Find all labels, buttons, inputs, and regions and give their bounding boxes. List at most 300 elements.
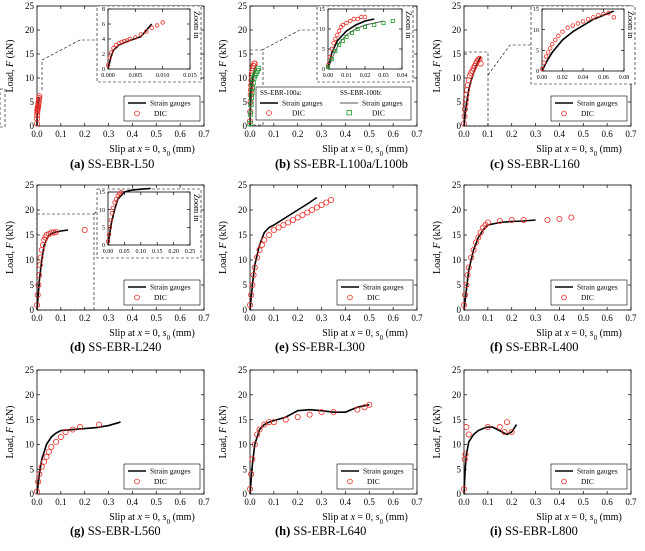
x-tick-label: 0.4 bbox=[126, 313, 139, 323]
x-tick-label: 0.1 bbox=[482, 129, 494, 139]
x-axis-label-part: s bbox=[162, 328, 167, 339]
y-tick-label: 15 bbox=[452, 49, 461, 60]
x-tick-label: 0.5 bbox=[150, 497, 162, 507]
x-tick-label: 0.20 bbox=[168, 249, 179, 255]
y-tick-label: 0 bbox=[29, 305, 34, 316]
panel-caption-text: SS-EBR-L240 bbox=[85, 340, 162, 354]
y-axis-label-part: (kN) bbox=[432, 405, 443, 427]
x-tick-label: 0.2 bbox=[292, 313, 304, 323]
x-tick-label: 0.0 bbox=[458, 497, 470, 507]
y-tick-label: 20 bbox=[25, 389, 34, 400]
x-tick-label: 0.2 bbox=[292, 129, 304, 139]
y-tick-label: 15 bbox=[25, 414, 34, 425]
x-axis-label-part: = 0, bbox=[142, 512, 163, 523]
y-tick-label: 20 bbox=[452, 25, 461, 36]
y-tick-label: 25 bbox=[238, 365, 247, 376]
panel-caption bbox=[490, 340, 579, 355]
y-tick-label: 15 bbox=[238, 49, 247, 60]
y-axis-label-part: F bbox=[5, 426, 16, 433]
y-tick-label: 10 bbox=[238, 73, 247, 84]
x-axis-label-part: x bbox=[350, 144, 356, 155]
x-axis-label-part: = 0, bbox=[569, 144, 590, 155]
x-tick-label: 0.10 bbox=[135, 249, 147, 255]
x-tick-label: 0.00 bbox=[102, 249, 114, 255]
x-axis-label-part: x bbox=[350, 512, 356, 523]
y-tick-label: 15 bbox=[238, 414, 247, 425]
legend-title: SS-EBR-100b: bbox=[340, 89, 383, 97]
legend-label: Strain gauges bbox=[577, 282, 618, 292]
x-tick-label: 0.1 bbox=[482, 313, 494, 323]
x-axis-label-part: (mm) bbox=[170, 144, 195, 155]
x-axis-label-part: = 0, bbox=[569, 328, 590, 339]
x-tick-label: 0.1 bbox=[55, 129, 67, 139]
x-axis-label-part: s bbox=[589, 328, 594, 339]
x-tick-label: 0.015 bbox=[183, 73, 197, 79]
x-tick-label: 0.15 bbox=[151, 249, 163, 255]
panel-caption-text: SS-EBR-L640 bbox=[290, 524, 367, 538]
x-axis-label-part: (mm) bbox=[383, 144, 408, 155]
y-tick-label: 10 bbox=[452, 73, 461, 84]
x-axis-label-part: x bbox=[564, 144, 570, 155]
legend-label: Strain gauges bbox=[150, 98, 191, 108]
y-tick-label: 5 bbox=[456, 464, 461, 475]
x-tick-label: 0.4 bbox=[339, 313, 352, 323]
panel-caption-letter: (g) bbox=[70, 524, 85, 538]
y-tick-label: 0 bbox=[29, 121, 34, 132]
legend-label: Strain gauges bbox=[363, 282, 404, 292]
x-axis-label-part: 0 bbox=[593, 334, 598, 342]
y-tick-label: 10 bbox=[238, 439, 247, 450]
x-tick-label: 0.0 bbox=[458, 313, 470, 323]
x-tick-label: 0.5 bbox=[577, 497, 589, 507]
x-axis-label-part: x bbox=[350, 328, 356, 339]
y-axis-label bbox=[218, 221, 229, 274]
y-axis-label-part: (kN) bbox=[432, 220, 443, 243]
x-axis-label-part: Slip at bbox=[322, 144, 351, 155]
y-tick-label: 5 bbox=[536, 48, 539, 55]
panel-caption-text: SS-EBR-L800 bbox=[501, 524, 578, 538]
y-tick-label: 10 bbox=[452, 439, 461, 450]
x-tick-label: 0.7 bbox=[625, 129, 637, 139]
y-tick-label: 0 bbox=[242, 305, 247, 316]
x-tick-label: 0.2 bbox=[79, 497, 91, 507]
x-tick-label: 0.2 bbox=[506, 313, 518, 323]
x-tick-label: 0.7 bbox=[198, 497, 210, 507]
x-axis-label-part: = 0, bbox=[355, 512, 376, 523]
x-axis-label-part: 0 bbox=[379, 150, 384, 158]
x-tick-label: 0.5 bbox=[577, 129, 589, 139]
x-tick-label: 0.6 bbox=[387, 129, 399, 139]
legend-label: DIC bbox=[154, 293, 167, 302]
y-tick-label: 10 bbox=[25, 73, 34, 84]
panel-caption bbox=[490, 524, 578, 539]
y-tick-label: 10 bbox=[319, 27, 325, 34]
y-tick-label: 15 bbox=[238, 230, 247, 241]
y-axis-label-part: F bbox=[432, 426, 443, 433]
legend-label: DIC bbox=[581, 477, 594, 486]
x-tick-label: 0.4 bbox=[339, 497, 352, 507]
x-axis-label-part: 0 bbox=[166, 150, 171, 158]
y-axis-label-part: Load, bbox=[218, 248, 229, 275]
x-tick-label: 0.00 bbox=[322, 73, 334, 79]
x-axis-label-part: 0 bbox=[166, 518, 171, 526]
x-axis-label-part: (mm) bbox=[170, 328, 195, 339]
x-tick-label: 0.0 bbox=[244, 129, 256, 139]
y-tick-label: 0 bbox=[322, 67, 325, 74]
y-tick-label: 20 bbox=[452, 205, 461, 216]
x-tick-label: 0.5 bbox=[150, 313, 162, 323]
y-tick-label: 5 bbox=[456, 280, 461, 291]
x-tick-label: 0.02 bbox=[557, 75, 568, 81]
y-axis-label bbox=[218, 405, 229, 458]
panel-caption-text: SS-EBR-L560 bbox=[84, 524, 161, 538]
y-tick-label: 15 bbox=[25, 230, 34, 241]
y-axis-label bbox=[432, 39, 443, 92]
panel-caption-text: SS-EBR-L300 bbox=[288, 340, 365, 354]
y-tick-label: 25 bbox=[238, 1, 247, 12]
panel-b bbox=[218, 1, 423, 158]
y-tick-label: 20 bbox=[238, 25, 247, 36]
y-tick-label: 10 bbox=[25, 255, 34, 266]
legend-label: Strain gauges bbox=[577, 466, 618, 476]
y-tick-label: 6 bbox=[102, 22, 105, 29]
y-axis-label bbox=[432, 221, 443, 274]
y-tick-label: 0 bbox=[456, 121, 461, 132]
x-axis-label-part: x bbox=[137, 144, 143, 155]
x-axis-label-part: Slip at bbox=[109, 328, 138, 339]
y-axis-label-part: Load, bbox=[218, 66, 229, 93]
legend-label: DIC bbox=[154, 477, 167, 486]
panel-caption bbox=[490, 157, 580, 172]
x-tick-label: 0.03 bbox=[378, 73, 389, 79]
x-tick-label: 0.0 bbox=[31, 313, 43, 323]
legend-label: Strain gauges bbox=[282, 98, 323, 108]
x-tick-label: 0.3 bbox=[315, 129, 328, 139]
y-axis-label-part: F bbox=[218, 60, 229, 67]
y-axis-label-part: (kN) bbox=[218, 220, 229, 243]
y-tick-label: 0 bbox=[102, 243, 105, 250]
x-axis-label-part: x bbox=[564, 512, 570, 523]
y-tick-label: 15 bbox=[533, 7, 539, 14]
y-tick-label: 8 bbox=[102, 7, 105, 14]
x-tick-label: 0.7 bbox=[411, 497, 423, 507]
x-tick-label: 0.3 bbox=[529, 497, 542, 507]
x-tick-label: 0.3 bbox=[315, 313, 328, 323]
panel-caption-letter: (f) bbox=[490, 340, 503, 354]
x-axis-label-part: Slip at bbox=[109, 144, 138, 155]
x-axis-label-part: (mm) bbox=[597, 512, 622, 523]
legend-label: DIC bbox=[372, 108, 385, 118]
y-axis-label-part: (kN) bbox=[5, 405, 16, 427]
panel-caption-letter: (d) bbox=[70, 340, 86, 354]
x-tick-label: 0.3 bbox=[102, 313, 115, 323]
x-tick-label: 0.04 bbox=[577, 75, 589, 81]
x-tick-label: 0.0 bbox=[31, 497, 43, 507]
x-tick-label: 0.000 bbox=[101, 73, 115, 79]
x-tick-label: 0.3 bbox=[315, 497, 328, 507]
x-tick-label: 0.4 bbox=[553, 129, 566, 139]
x-tick-label: 0.0 bbox=[244, 497, 256, 507]
x-tick-label: 0.3 bbox=[102, 497, 115, 507]
x-tick-label: 0.6 bbox=[601, 313, 613, 323]
y-tick-label: 5 bbox=[242, 97, 247, 108]
plot-frame bbox=[108, 192, 190, 245]
zoom-region-box bbox=[0, 89, 5, 127]
y-tick-label: 10 bbox=[452, 255, 461, 266]
panel-caption bbox=[70, 524, 161, 539]
x-tick-label: 0.7 bbox=[411, 313, 423, 323]
panel-caption-text: SS-EBR-L400 bbox=[502, 340, 579, 354]
y-tick-label: 15 bbox=[319, 7, 325, 14]
y-tick-label: 2 bbox=[102, 52, 105, 59]
x-tick-label: 0.1 bbox=[268, 497, 280, 507]
y-tick-label: 0 bbox=[102, 67, 105, 74]
x-tick-label: 0.2 bbox=[79, 129, 91, 139]
x-axis-label-part: = 0, bbox=[569, 512, 590, 523]
x-axis-label-part: s bbox=[375, 144, 380, 155]
y-axis-label-part: Load, bbox=[218, 432, 229, 459]
x-axis-label-part: s bbox=[162, 144, 167, 155]
plot-frame bbox=[542, 9, 624, 71]
x-tick-label: 0.6 bbox=[387, 313, 399, 323]
x-tick-label: 0.1 bbox=[268, 313, 280, 323]
legend-label: Strain gauges bbox=[577, 98, 618, 108]
y-tick-label: 25 bbox=[25, 180, 34, 191]
y-axis-label-part: Load, bbox=[5, 66, 16, 93]
legend-label: Strain gauges bbox=[150, 282, 191, 292]
panel-caption-letter: (i) bbox=[490, 524, 502, 538]
x-tick-label: 0.3 bbox=[102, 129, 115, 139]
x-tick-label: 0.5 bbox=[577, 313, 589, 323]
legend-label: DIC bbox=[154, 109, 167, 118]
y-axis-label-part: Load, bbox=[5, 432, 16, 459]
x-axis-label-part: x bbox=[137, 328, 143, 339]
x-axis-label-part: 0 bbox=[379, 518, 384, 526]
x-tick-label: 0.01 bbox=[341, 73, 352, 79]
x-tick-label: 0.5 bbox=[150, 129, 162, 139]
x-axis-label-part: Slip at bbox=[536, 328, 565, 339]
y-tick-label: 0 bbox=[242, 489, 247, 500]
x-tick-label: 0.2 bbox=[292, 497, 304, 507]
y-tick-label: 20 bbox=[238, 389, 247, 400]
panel-d bbox=[5, 180, 210, 342]
zoom-in-label: Zoom in bbox=[626, 11, 635, 39]
y-axis-label bbox=[432, 405, 443, 458]
y-axis-label bbox=[5, 405, 16, 458]
panel-caption-text: SS-EBR-L100a/L100b bbox=[290, 157, 408, 171]
x-tick-label: 0.4 bbox=[126, 129, 139, 139]
x-axis-label-part: (mm) bbox=[383, 512, 408, 523]
x-tick-label: 0.0 bbox=[244, 313, 256, 323]
legend-label: DIC bbox=[367, 477, 380, 486]
y-tick-label: 5 bbox=[322, 47, 325, 54]
y-tick-label: 5 bbox=[242, 464, 247, 475]
x-axis-label-part: 0 bbox=[379, 334, 384, 342]
x-axis-label bbox=[536, 144, 622, 158]
y-axis-label-part: Load, bbox=[432, 248, 443, 275]
x-tick-label: 0.1 bbox=[268, 129, 280, 139]
y-tick-label: 20 bbox=[238, 205, 247, 216]
x-axis-label-part: Slip at bbox=[536, 512, 565, 523]
legend-label: Strain gauges bbox=[362, 98, 403, 108]
panel-f bbox=[432, 180, 637, 342]
y-tick-label: 25 bbox=[452, 365, 461, 376]
y-axis-label-part: Load, bbox=[432, 66, 443, 93]
y-tick-label: 5 bbox=[29, 464, 34, 475]
x-axis-label-part: x bbox=[564, 328, 570, 339]
y-tick-label: 0 bbox=[242, 121, 247, 132]
x-axis-label-part: 0 bbox=[166, 334, 171, 342]
x-tick-label: 0.6 bbox=[387, 497, 399, 507]
y-tick-label: 20 bbox=[25, 25, 34, 36]
x-tick-label: 0.6 bbox=[174, 497, 186, 507]
x-axis-label-part: (mm) bbox=[597, 144, 622, 155]
y-tick-label: 10 bbox=[99, 207, 105, 214]
x-tick-label: 0.7 bbox=[625, 313, 637, 323]
zoom-in-label: Zoom in bbox=[192, 11, 201, 39]
x-axis-label-part: s bbox=[162, 512, 167, 523]
x-tick-label: 0.06 bbox=[598, 75, 609, 81]
x-tick-label: 0.05 bbox=[119, 249, 130, 255]
plot-frame bbox=[108, 9, 190, 69]
x-tick-label: 0.3 bbox=[529, 129, 542, 139]
y-axis-label-part: F bbox=[432, 242, 443, 249]
x-tick-label: 0.5 bbox=[363, 313, 375, 323]
y-axis-label-part: F bbox=[432, 60, 443, 67]
panel-caption-letter: (h) bbox=[275, 524, 291, 538]
x-tick-label: 0.0 bbox=[31, 129, 43, 139]
x-axis-label-part: Slip at bbox=[322, 328, 351, 339]
y-axis-label-part: (kN) bbox=[5, 220, 16, 243]
x-tick-label: 0.4 bbox=[339, 129, 352, 139]
x-tick-label: 0.1 bbox=[55, 497, 67, 507]
x-axis-label-part: Slip at bbox=[536, 144, 565, 155]
y-axis-label-part: Load, bbox=[432, 432, 443, 459]
x-tick-label: 0.2 bbox=[506, 497, 518, 507]
panel-caption bbox=[275, 524, 366, 539]
y-tick-label: 5 bbox=[456, 97, 461, 108]
x-tick-label: 0.7 bbox=[198, 129, 210, 139]
y-tick-label: 5 bbox=[102, 225, 105, 232]
y-axis-label-part: F bbox=[218, 426, 229, 433]
x-tick-label: 0.08 bbox=[618, 75, 630, 81]
x-tick-label: 0.25 bbox=[184, 249, 196, 255]
x-axis-label-part: (mm) bbox=[597, 328, 622, 339]
x-tick-label: 0.2 bbox=[79, 313, 91, 323]
y-tick-label: 25 bbox=[238, 180, 247, 191]
x-axis-label-part: s bbox=[375, 512, 380, 523]
x-tick-label: 0.010 bbox=[155, 73, 170, 79]
x-tick-label: 0.5 bbox=[363, 129, 375, 139]
legend-label: DIC bbox=[581, 109, 594, 118]
x-axis-label bbox=[322, 144, 408, 158]
x-axis-label-part: s bbox=[375, 328, 380, 339]
x-tick-label: 0.6 bbox=[601, 129, 613, 139]
x-axis-label-part: Slip at bbox=[322, 512, 351, 523]
zoom-in-label: Zoom in bbox=[404, 11, 413, 39]
panel-a bbox=[0, 1, 210, 158]
x-tick-label: 0.6 bbox=[174, 313, 186, 323]
x-axis-label-part: s bbox=[589, 512, 594, 523]
x-tick-label: 0.04 bbox=[396, 73, 408, 79]
panel-caption bbox=[70, 157, 154, 172]
panel-g bbox=[5, 365, 210, 526]
x-axis-label-part: (mm) bbox=[383, 328, 408, 339]
panel-caption bbox=[275, 340, 365, 355]
y-axis-label bbox=[218, 39, 229, 92]
x-tick-label: 0.7 bbox=[411, 129, 423, 139]
legend-label: Strain gauges bbox=[363, 466, 404, 476]
y-axis-label-part: Load, bbox=[5, 248, 16, 275]
y-tick-label: 5 bbox=[29, 280, 34, 291]
y-axis-label-part: F bbox=[5, 242, 16, 249]
panel-caption-text: SS-EBR-L50 bbox=[84, 157, 155, 171]
x-tick-label: 0.4 bbox=[126, 497, 139, 507]
y-tick-label: 25 bbox=[452, 1, 461, 12]
zoom-in-label: Zoom in bbox=[192, 194, 201, 222]
legend-label: DIC bbox=[292, 108, 305, 118]
panel-c bbox=[432, 1, 637, 158]
y-tick-label: 10 bbox=[238, 255, 247, 266]
panel-e bbox=[218, 180, 423, 342]
y-tick-label: 15 bbox=[25, 49, 34, 60]
y-tick-label: 10 bbox=[533, 27, 539, 34]
x-axis-label-part: = 0, bbox=[355, 144, 376, 155]
y-tick-label: 20 bbox=[452, 389, 461, 400]
x-axis-label-part: = 0, bbox=[142, 144, 163, 155]
panel-caption-letter: (a) bbox=[70, 157, 85, 171]
panel-h bbox=[218, 365, 423, 526]
x-tick-label: 0.4 bbox=[553, 313, 566, 323]
y-tick-label: 10 bbox=[25, 439, 34, 450]
legend-title: SS-EBR-100a: bbox=[260, 89, 302, 97]
x-axis-label-part: = 0, bbox=[142, 328, 163, 339]
y-tick-label: 20 bbox=[25, 205, 34, 216]
x-axis-label-part: = 0, bbox=[355, 328, 376, 339]
y-axis-label-part: (kN) bbox=[218, 39, 229, 61]
panel-i bbox=[432, 365, 637, 526]
panel-caption-letter: (e) bbox=[275, 340, 289, 354]
x-tick-label: 0.005 bbox=[128, 73, 143, 79]
x-tick-label: 0.5 bbox=[363, 497, 375, 507]
x-axis-label-part: s bbox=[589, 144, 594, 155]
y-tick-label: 25 bbox=[25, 1, 34, 12]
y-axis-label-part: (kN) bbox=[218, 405, 229, 427]
panel-caption-letter: (c) bbox=[490, 157, 504, 171]
y-axis-label-part: (kN) bbox=[432, 39, 443, 61]
y-tick-label: 0 bbox=[456, 489, 461, 500]
y-axis-label bbox=[5, 39, 16, 92]
y-tick-label: 25 bbox=[452, 180, 461, 191]
panel-caption bbox=[275, 157, 408, 172]
y-tick-label: 15 bbox=[452, 414, 461, 425]
x-tick-label: 0.0 bbox=[458, 129, 470, 139]
y-tick-label: 0 bbox=[456, 305, 461, 316]
y-tick-label: 5 bbox=[242, 280, 247, 291]
y-tick-label: 15 bbox=[99, 190, 105, 197]
y-axis-label-part: F bbox=[218, 242, 229, 249]
y-tick-label: 0 bbox=[29, 489, 34, 500]
x-tick-label: 0.6 bbox=[601, 497, 613, 507]
panel-caption bbox=[70, 340, 161, 355]
panel-caption-text: SS-EBR-L160 bbox=[503, 157, 580, 171]
x-axis-label-part: 0 bbox=[593, 518, 598, 526]
y-tick-label: 0 bbox=[536, 69, 539, 76]
y-tick-label: 4 bbox=[102, 37, 105, 44]
y-axis-label-part: F bbox=[5, 60, 16, 67]
legend-label: DIC bbox=[581, 293, 594, 302]
x-tick-label: 0.02 bbox=[359, 73, 371, 79]
